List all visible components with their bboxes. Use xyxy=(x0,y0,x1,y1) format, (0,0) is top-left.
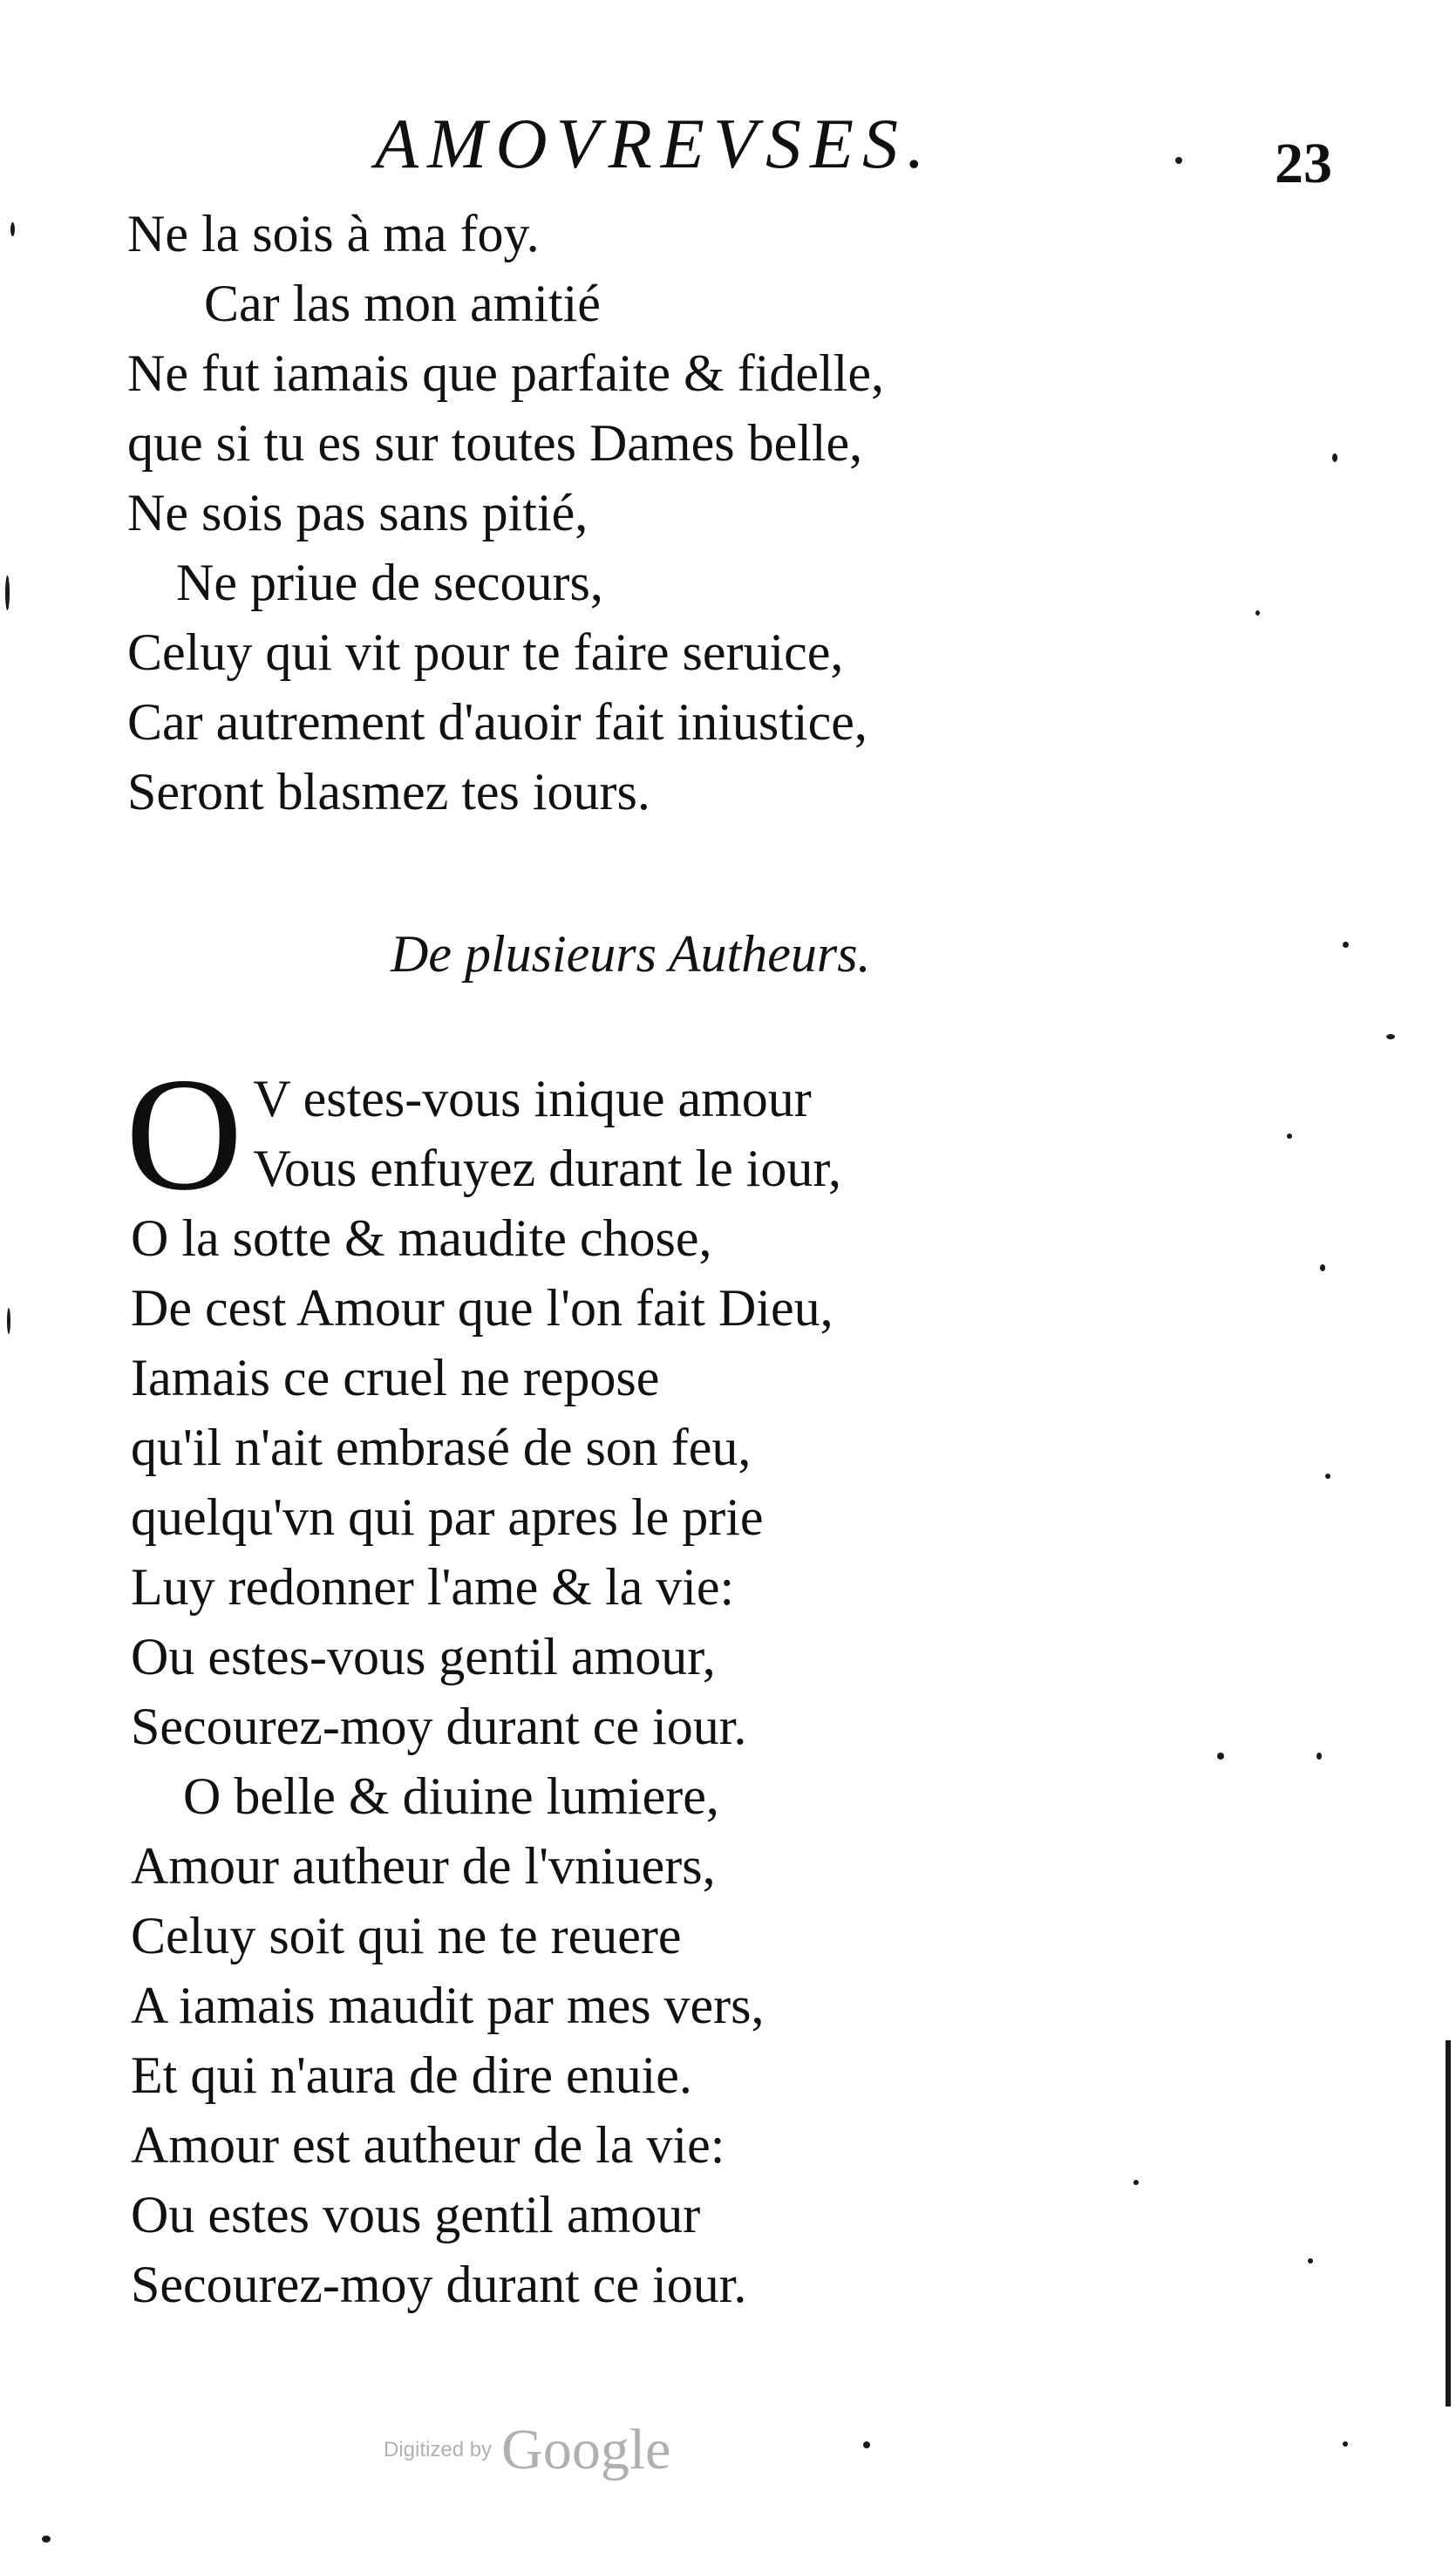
verse-line: O la sotte & maudite chose, xyxy=(131,1209,712,1267)
verse-line: quelqu'vn qui par apres le prie xyxy=(131,1488,764,1546)
verse-line: Secourez-moy durant ce iour. xyxy=(131,1698,747,1755)
verse-line: Celuy qui vit pour te faire seruice, xyxy=(127,623,844,681)
verse-line: Car autrement d'auoir fait iniustice, xyxy=(127,693,867,751)
watermark-prefix: Digitized by xyxy=(384,2438,493,2461)
verse-line: De cest Amour que l'on fait Dieu, xyxy=(131,1279,833,1337)
verse-line: Amour autheur de l'vniuers, xyxy=(131,1837,716,1895)
verse-line: Ou estes vous gentil amour xyxy=(131,2186,701,2243)
verse-line: que si tu es sur toutes Dames belle, xyxy=(127,414,863,472)
verse-line: Seront blasmez tes iours. xyxy=(127,763,650,820)
verse-line: Ou estes-vous gentil amour, xyxy=(131,1628,716,1685)
digitization-watermark xyxy=(384,2417,670,2483)
watermark-brand: Google xyxy=(501,2418,671,2482)
verse-line: Car las mon amitié xyxy=(204,275,601,332)
verse-line: Ne la sois à ma foy. xyxy=(127,205,540,262)
verse-line: Vous enfuyez durant le iour, xyxy=(253,1140,841,1197)
verse-line: Celuy soit qui ne te reuere xyxy=(131,1907,682,1964)
verse-line: Et qui n'aura de dire enuie. xyxy=(131,2046,692,2104)
verse-line: Amour est autheur de la vie: xyxy=(131,2116,725,2174)
page-edge xyxy=(1446,2040,1451,2407)
verse-line: A iamais maudit par mes vers, xyxy=(131,1977,765,2034)
running-head: AMOVREVSES. xyxy=(375,104,934,183)
verse-line: Iamais ce cruel ne repose xyxy=(131,1349,660,1406)
verse-line: Ne priue de secours, xyxy=(176,554,603,611)
drop-cap: O xyxy=(126,1045,243,1224)
stanza-two xyxy=(126,1045,841,2319)
verse-line: V estes-vous inique amour xyxy=(253,1070,812,1127)
verse-line: Secourez-moy durant ce iour. xyxy=(131,2256,747,2313)
verse-line: O belle & diuine lumiere, xyxy=(183,1767,719,1825)
verse-line: Luy redonner l'ame & la vie: xyxy=(131,1558,735,1616)
verse-line: Ne sois pas sans pitié, xyxy=(127,484,589,541)
page-number: 23 xyxy=(1275,132,1332,195)
poem-title: De plusieurs Autheurs. xyxy=(391,925,871,983)
verse-line: Ne fut iamais que parfaite & fidelle, xyxy=(127,344,884,402)
stanza-one xyxy=(127,199,884,827)
verse-line: qu'il n'ait embrasé de son feu, xyxy=(131,1419,752,1476)
